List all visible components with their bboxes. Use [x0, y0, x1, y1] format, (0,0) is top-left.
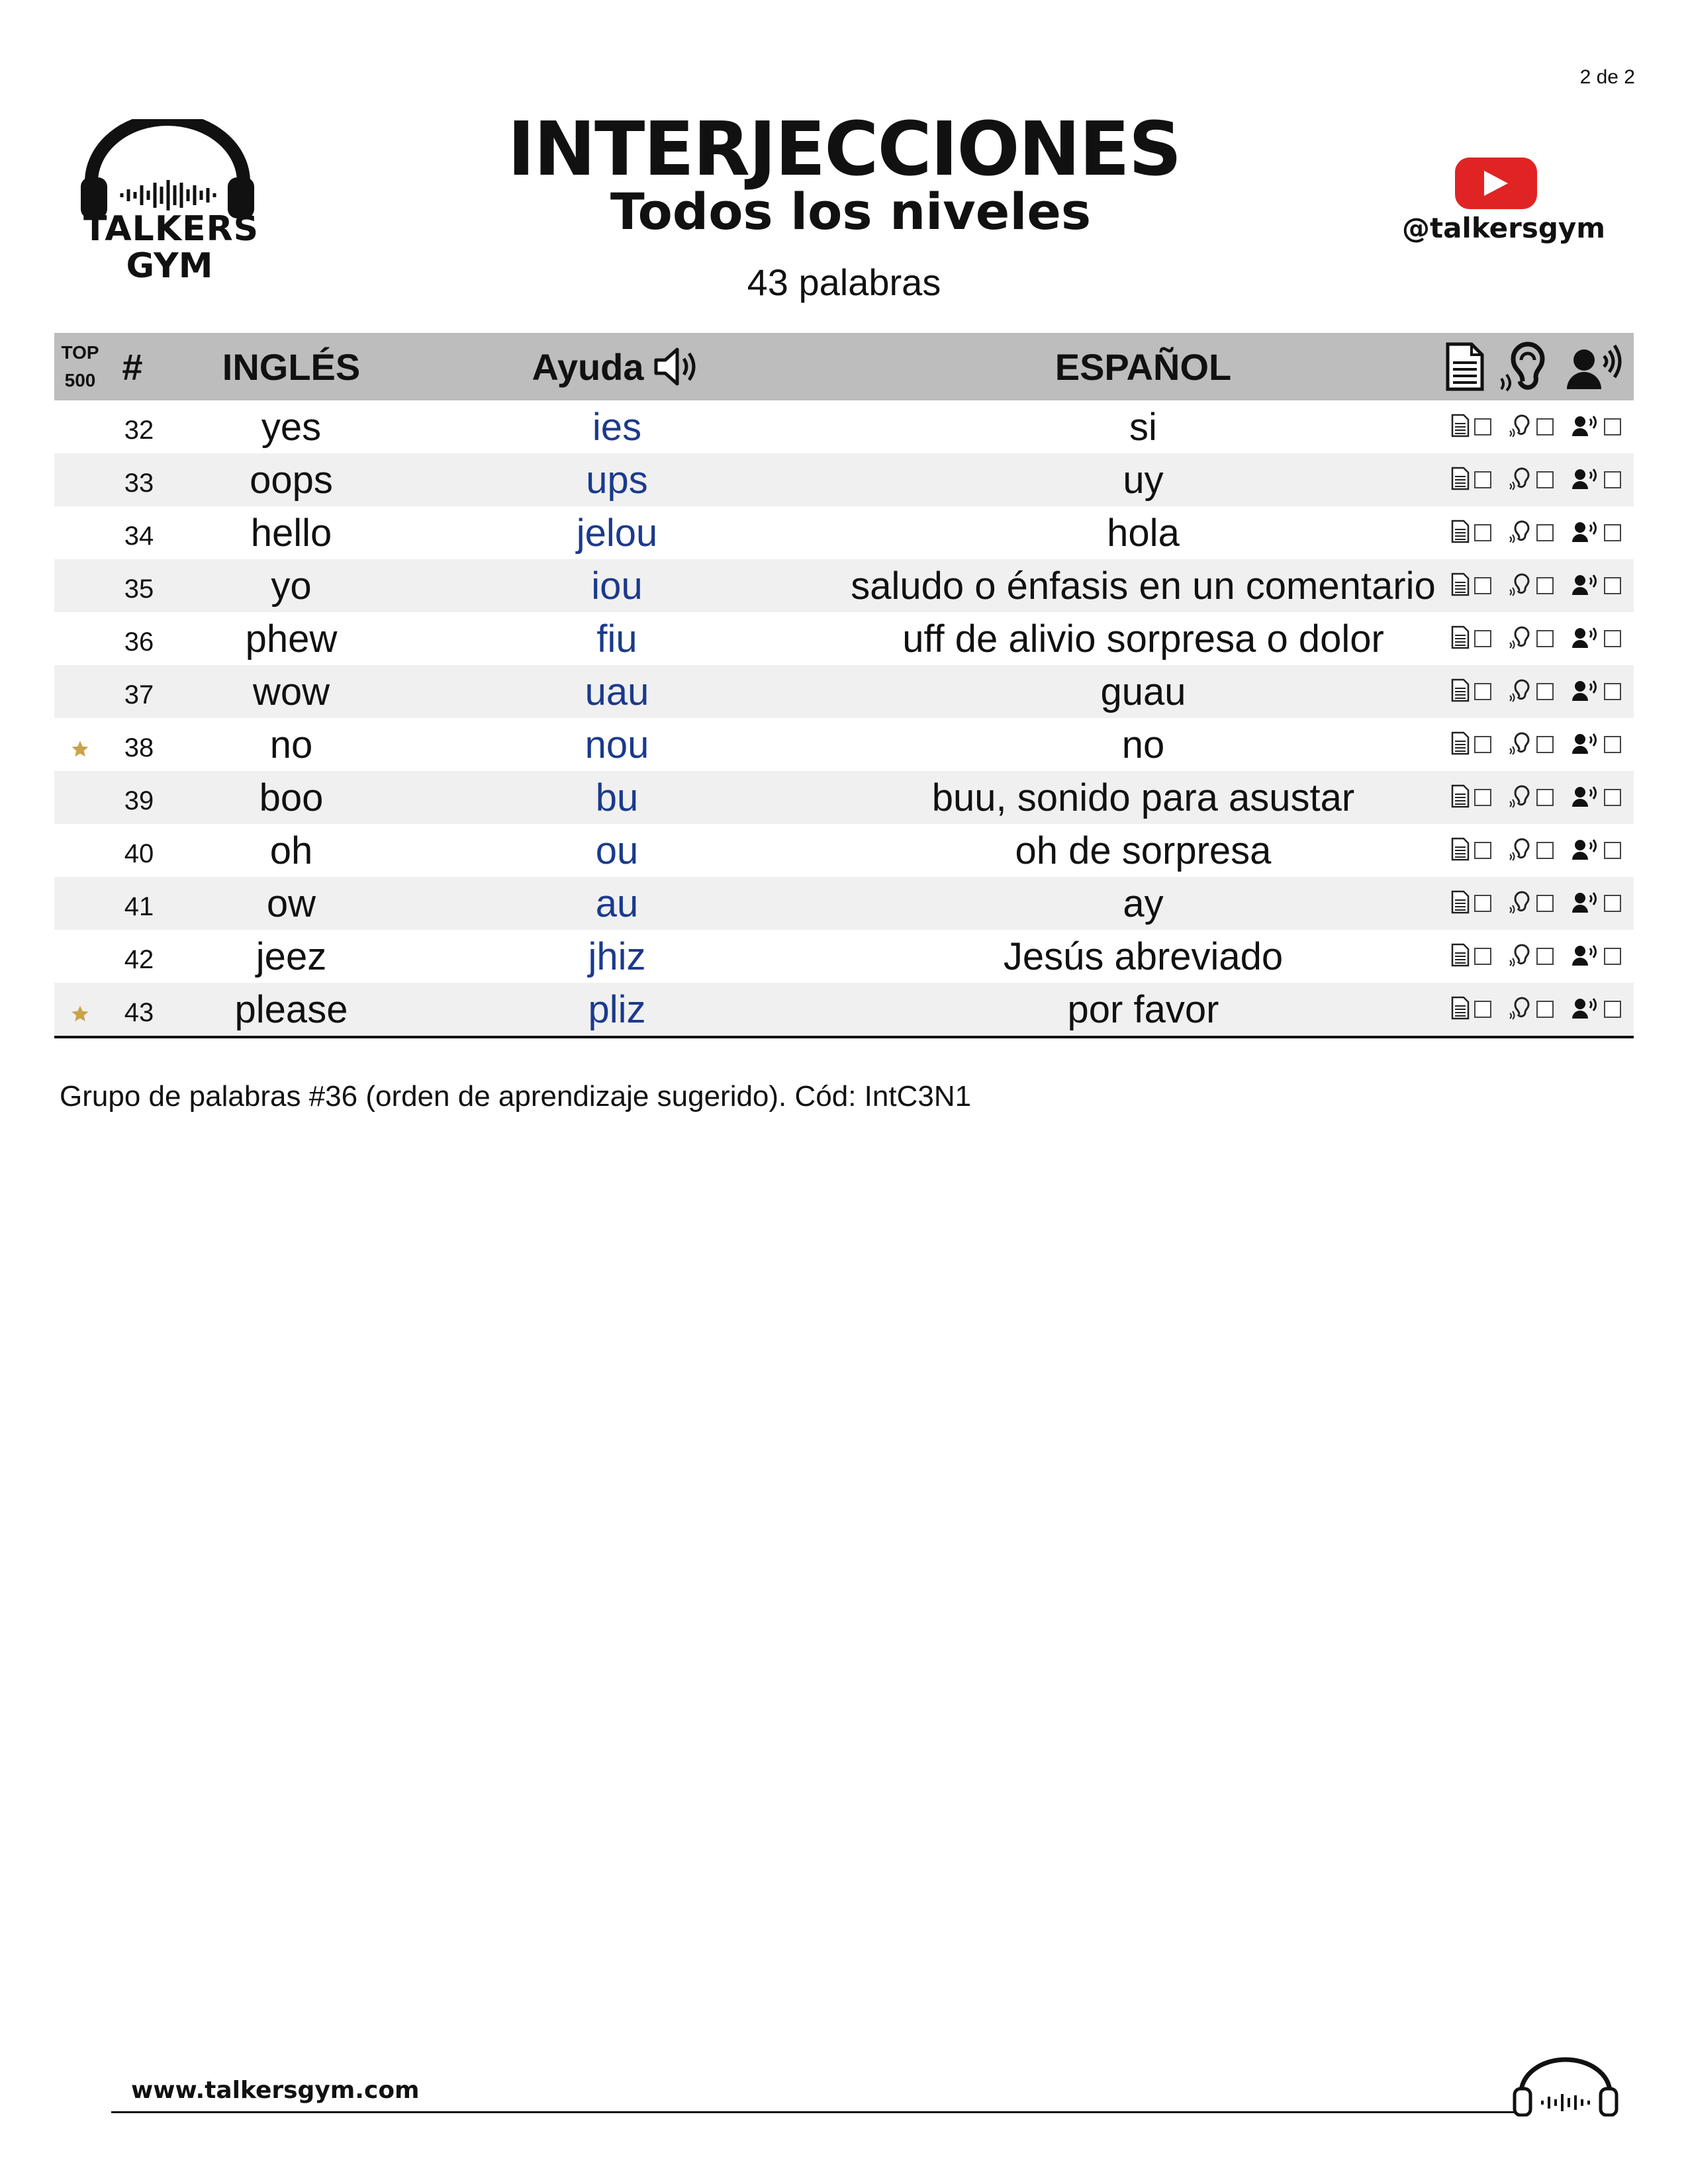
read-checkbox[interactable]	[1450, 837, 1491, 864]
table-row	[54, 665, 1634, 718]
checkbox[interactable]	[1474, 418, 1491, 435]
checkbox[interactable]	[1604, 630, 1621, 647]
logo-text-gym: GYM	[126, 246, 213, 286]
english-word: please	[234, 987, 348, 1031]
spanish-translation: Jesús abreviado	[1003, 934, 1284, 978]
ear-icon	[1509, 467, 1532, 494]
page-title: INTERJECCIONES	[507, 107, 1181, 193]
document-icon	[1450, 837, 1470, 864]
pronunciation-help: nou	[585, 723, 649, 766]
read-checkbox[interactable]	[1450, 625, 1491, 653]
checkbox[interactable]	[1536, 736, 1554, 753]
listen-checkbox[interactable]	[1509, 784, 1554, 811]
checkbox[interactable]	[1604, 1001, 1621, 1018]
top500-marker	[54, 718, 106, 771]
checkbox[interactable]	[1474, 1001, 1491, 1018]
document-icon	[1450, 678, 1470, 705]
ear-icon	[1509, 890, 1532, 917]
document-icon	[1450, 784, 1470, 811]
progress-checkboxes	[1438, 983, 1634, 1036]
checkbox[interactable]	[1474, 895, 1491, 912]
read-checkbox[interactable]	[1450, 572, 1491, 600]
row-number: 33	[124, 468, 154, 498]
checkbox[interactable]	[1474, 577, 1491, 594]
speak-checkbox[interactable]	[1571, 625, 1621, 653]
speak-checkbox[interactable]	[1571, 467, 1621, 494]
checkbox[interactable]	[1604, 577, 1621, 594]
checkbox[interactable]	[1474, 948, 1491, 965]
checkbox[interactable]	[1536, 683, 1554, 700]
read-checkbox[interactable]	[1450, 943, 1491, 970]
progress-checkboxes	[1438, 824, 1634, 877]
youtube-badge[interactable]	[1402, 158, 1606, 250]
speak-checkbox[interactable]	[1571, 784, 1621, 811]
document-icon	[1450, 467, 1470, 494]
document-icon	[1450, 943, 1470, 970]
progress-checkboxes	[1438, 612, 1634, 665]
row-number: 43	[124, 997, 154, 1027]
vocabulary-table	[54, 333, 1634, 1038]
checkbox[interactable]	[1536, 948, 1554, 965]
row-number: 41	[124, 891, 154, 921]
speaking-person-icon	[1571, 996, 1600, 1023]
ear-icon	[1509, 784, 1532, 811]
progress-checkboxes	[1438, 559, 1634, 612]
speak-checkbox[interactable]	[1571, 678, 1621, 705]
row-number: 40	[124, 839, 154, 868]
header-number: #	[122, 345, 143, 388]
listen-checkbox[interactable]	[1509, 520, 1554, 547]
speaking-person-icon	[1571, 678, 1600, 705]
star-icon	[70, 1004, 90, 1024]
speaking-person-icon	[1571, 731, 1600, 758]
speaking-person-icon	[1571, 890, 1600, 917]
checkbox[interactable]	[1604, 895, 1621, 912]
top500-marker	[54, 453, 106, 506]
checkbox[interactable]	[1536, 630, 1554, 647]
listen-checkbox[interactable]	[1509, 414, 1554, 441]
spanish-translation: por favor	[1067, 987, 1219, 1031]
table-header	[54, 333, 1634, 400]
ear-icon	[1509, 678, 1532, 705]
document-icon	[1450, 520, 1470, 547]
progress-checkboxes	[1438, 930, 1634, 983]
top500-marker	[54, 506, 106, 559]
pronunciation-help: au	[595, 882, 639, 925]
spanish-translation: si	[1129, 405, 1157, 449]
progress-checkboxes	[1438, 718, 1634, 771]
table-row	[54, 506, 1634, 559]
top500-marker	[54, 930, 106, 983]
speak-checkbox[interactable]	[1571, 837, 1621, 864]
checkbox[interactable]	[1604, 471, 1621, 488]
progress-checkboxes	[1438, 453, 1634, 506]
row-number: 42	[124, 944, 154, 974]
english-word: no	[269, 723, 313, 766]
english-word: phew	[245, 617, 338, 660]
spanish-translation: buu, sonido para asustar	[931, 776, 1355, 819]
header-help	[451, 333, 782, 400]
checkbox[interactable]	[1536, 789, 1554, 806]
top500-marker	[54, 824, 106, 877]
checkbox[interactable]	[1536, 471, 1554, 488]
english-word: yo	[271, 564, 312, 608]
speaking-person-icon	[1571, 414, 1600, 441]
pronunciation-help: ies	[592, 405, 642, 449]
pronunciation-help: fiu	[596, 617, 637, 660]
read-checkbox[interactable]	[1450, 520, 1491, 547]
row-number: 32	[124, 415, 154, 445]
table-row	[54, 983, 1634, 1036]
pronunciation-help: ou	[595, 829, 639, 872]
speak-checkbox[interactable]	[1571, 943, 1621, 970]
checkbox[interactable]	[1604, 948, 1621, 965]
word-count: 43 palabras	[747, 261, 941, 303]
speaking-person-icon	[1571, 784, 1600, 811]
listen-checkbox[interactable]	[1509, 625, 1554, 653]
listen-checkbox[interactable]	[1509, 678, 1554, 705]
table-row	[54, 877, 1634, 930]
speak-checkbox[interactable]	[1571, 520, 1621, 547]
speak-checkbox[interactable]	[1571, 414, 1621, 441]
english-word: yes	[261, 405, 322, 449]
document-icon	[1450, 572, 1470, 600]
row-number: 35	[124, 574, 154, 604]
row-number: 38	[124, 733, 154, 762]
document-icon	[1450, 996, 1470, 1023]
listen-checkbox[interactable]	[1509, 467, 1554, 494]
row-number: 39	[124, 786, 154, 815]
pronunciation-help: pliz	[588, 987, 646, 1031]
checkbox[interactable]	[1604, 524, 1621, 541]
document-icon	[1450, 890, 1470, 917]
progress-checkboxes	[1438, 877, 1634, 930]
spanish-translation: ay	[1123, 882, 1164, 925]
header-top-label: TOP	[61, 342, 99, 363]
checkbox[interactable]	[1536, 524, 1554, 541]
speaking-person-icon	[1564, 341, 1628, 392]
spanish-translation: uy	[1123, 458, 1164, 502]
document-icon	[1450, 414, 1470, 441]
youtube-play-icon[interactable]	[1455, 158, 1537, 209]
row-number: 36	[124, 627, 154, 657]
top500-marker	[54, 983, 106, 1036]
header-english: INGLÉS	[222, 345, 361, 388]
spanish-translation: saludo o énfasis en un comentario	[851, 564, 1436, 608]
spanish-translation: guau	[1100, 670, 1186, 713]
read-checkbox[interactable]	[1450, 414, 1491, 441]
read-checkbox[interactable]	[1450, 678, 1491, 705]
english-word: oops	[250, 458, 333, 502]
speak-checkbox[interactable]	[1571, 890, 1621, 917]
english-word: hello	[250, 511, 332, 555]
row-number: 37	[124, 680, 154, 709]
footnote: Grupo de palabras #36 (orden de aprendizaje sugerido). Cód: IntC3N1	[60, 1080, 972, 1113]
ear-icon	[1509, 520, 1532, 547]
youtube-handle[interactable]: @talkersgym	[1402, 212, 1606, 244]
table-row	[54, 612, 1634, 665]
checkbox[interactable]	[1474, 683, 1491, 700]
header-spanish: ESPAÑOL	[1055, 345, 1232, 388]
header-500-label: 500	[64, 370, 96, 390]
pronunciation-help: iou	[591, 564, 643, 608]
listen-checkbox[interactable]	[1509, 943, 1554, 970]
listen-checkbox[interactable]	[1509, 890, 1554, 917]
english-word: jeez	[256, 934, 327, 978]
checkbox[interactable]	[1474, 630, 1491, 647]
footer-rule	[111, 2111, 1521, 2113]
checkbox[interactable]	[1536, 895, 1554, 912]
checkbox[interactable]	[1536, 1001, 1554, 1018]
read-checkbox[interactable]	[1450, 890, 1491, 917]
checkbox[interactable]	[1536, 418, 1554, 435]
table-row	[54, 400, 1634, 453]
page-indicator: 2 de 2	[1579, 66, 1635, 88]
checkbox[interactable]	[1604, 418, 1621, 435]
listen-checkbox[interactable]	[1509, 731, 1554, 758]
read-checkbox[interactable]	[1450, 784, 1491, 811]
ear-icon	[1509, 414, 1532, 441]
star-icon	[70, 739, 90, 759]
english-word: boo	[259, 776, 324, 819]
ear-icon	[1509, 943, 1532, 970]
top500-marker	[54, 877, 106, 930]
document-icon	[1450, 625, 1470, 653]
document-icon	[1450, 731, 1470, 758]
listen-checkbox[interactable]	[1509, 996, 1554, 1023]
listen-checkbox[interactable]	[1509, 837, 1554, 864]
table-row	[54, 453, 1634, 506]
table-bottom-rule	[54, 1036, 1634, 1038]
checkbox[interactable]	[1474, 524, 1491, 541]
table-row	[54, 718, 1634, 771]
ear-icon	[1509, 572, 1532, 600]
speak-checkbox[interactable]	[1571, 572, 1621, 600]
progress-checkboxes	[1438, 665, 1634, 718]
progress-checkboxes	[1438, 506, 1634, 559]
logo-text-talkers: TALKERS	[83, 209, 259, 249]
pronunciation-help: ups	[586, 458, 648, 502]
listen-checkbox[interactable]	[1509, 572, 1554, 600]
speaking-person-icon	[1571, 943, 1600, 970]
checkbox[interactable]	[1536, 842, 1554, 859]
header-check-icons	[1438, 333, 1634, 400]
english-word: wow	[252, 670, 330, 713]
ear-icon	[1509, 837, 1532, 864]
checkbox[interactable]	[1474, 842, 1491, 859]
spanish-translation: no	[1121, 723, 1165, 766]
checkbox[interactable]	[1536, 577, 1554, 594]
speaking-person-icon	[1571, 467, 1600, 494]
table-body	[54, 400, 1634, 1036]
checkbox[interactable]	[1604, 736, 1621, 753]
checkbox[interactable]	[1474, 736, 1491, 753]
top500-marker	[54, 559, 106, 612]
top500-marker	[54, 400, 106, 453]
table-row	[54, 559, 1634, 612]
pronunciation-help: bu	[595, 776, 639, 819]
speak-checkbox[interactable]	[1571, 731, 1621, 758]
ear-icon	[1509, 625, 1532, 653]
checkbox[interactable]	[1604, 683, 1621, 700]
speaking-person-icon	[1571, 837, 1600, 864]
ear-icon	[1509, 731, 1532, 758]
table-row	[54, 824, 1634, 877]
pronunciation-help: jhiz	[588, 934, 646, 978]
speaking-person-icon	[1571, 572, 1600, 600]
english-word: oh	[269, 829, 313, 872]
speaking-person-icon	[1571, 520, 1600, 547]
read-checkbox[interactable]	[1450, 467, 1491, 494]
progress-checkboxes	[1438, 771, 1634, 824]
header-help-label: Ayuda	[532, 345, 644, 388]
speak-checkbox[interactable]	[1571, 996, 1621, 1023]
read-checkbox[interactable]	[1450, 731, 1491, 758]
english-word: ow	[266, 882, 316, 925]
checkbox[interactable]	[1604, 789, 1621, 806]
speaker-icon	[653, 347, 702, 387]
spanish-translation: oh de sorpresa	[1015, 829, 1272, 872]
progress-checkboxes	[1438, 400, 1634, 453]
speaking-person-icon	[1571, 625, 1600, 653]
checkbox[interactable]	[1604, 842, 1621, 859]
pronunciation-help: uau	[585, 670, 649, 713]
table-row	[54, 930, 1634, 983]
top500-marker	[54, 665, 106, 718]
top500-marker	[54, 612, 106, 665]
page-subtitle: Todos los niveles	[610, 182, 1092, 241]
footer-url[interactable]: www.talkersgym.com	[131, 2077, 420, 2104]
document-icon	[1444, 341, 1486, 392]
ear-icon	[1509, 996, 1532, 1023]
spanish-translation: uff de alivio sorpresa o dolor	[902, 617, 1384, 660]
pronunciation-help: jelou	[576, 511, 658, 555]
header-top500	[54, 333, 106, 400]
top500-marker	[54, 771, 106, 824]
ear-icon	[1499, 341, 1552, 392]
headphones-logo-icon	[1509, 2057, 1622, 2116]
checkbox[interactable]	[1474, 471, 1491, 488]
read-checkbox[interactable]	[1450, 996, 1491, 1023]
checkbox[interactable]	[1474, 789, 1491, 806]
spanish-translation: hola	[1107, 511, 1180, 555]
table-row	[54, 771, 1634, 824]
row-number: 34	[124, 521, 154, 551]
